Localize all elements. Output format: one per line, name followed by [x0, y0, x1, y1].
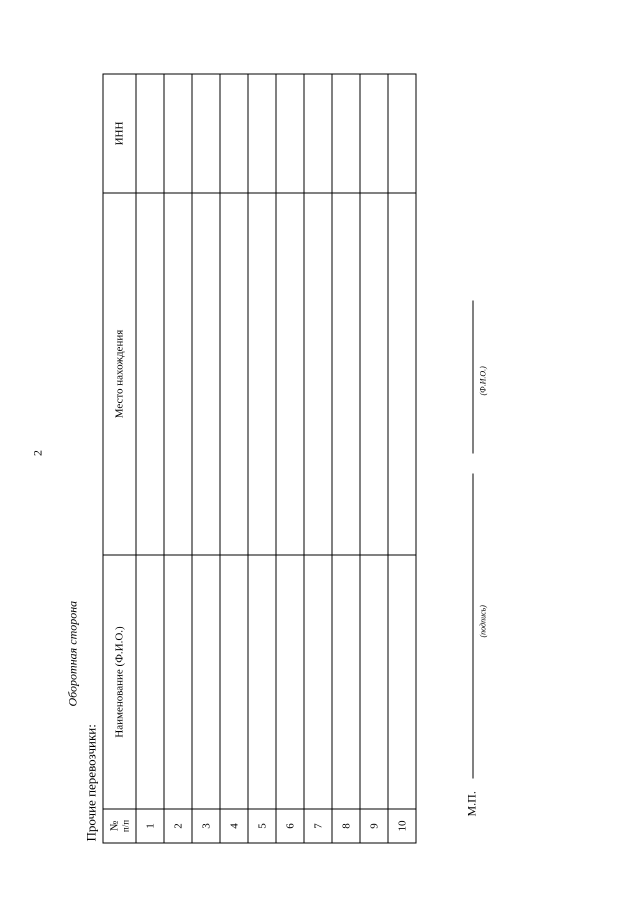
- table-row: [220, 74, 248, 843]
- table-row: [248, 74, 276, 843]
- header-number: [103, 809, 136, 843]
- name-line: [472, 300, 473, 453]
- signature-line: [472, 473, 473, 778]
- row-name-cell: [220, 555, 248, 809]
- row-location-cell: [164, 193, 192, 555]
- row-number-cell: 1: [136, 809, 164, 843]
- header-number-sub: п/п: [119, 819, 130, 832]
- row-location-cell: [248, 193, 276, 555]
- row-location-cell: [388, 193, 416, 555]
- stamp-label: М.П.: [464, 790, 478, 816]
- row-location-cell: [136, 193, 164, 555]
- table-body: [136, 74, 416, 843]
- table-row: [360, 74, 388, 843]
- table-row: [332, 74, 360, 843]
- row-inn-cell: [360, 74, 388, 193]
- row-inn-cell: [164, 74, 192, 193]
- row-number-cell: 3: [192, 809, 220, 843]
- carriers-table: [102, 73, 416, 843]
- row-location-cell: [332, 193, 360, 555]
- section-title: Прочие перевозчики:: [83, 723, 98, 841]
- row-name-cell: [164, 555, 192, 809]
- header-number-sign: №: [107, 820, 120, 831]
- table-row: [136, 74, 164, 843]
- row-name-cell: [136, 555, 164, 809]
- row-location-cell: [276, 193, 304, 555]
- row-location-cell: [192, 193, 220, 555]
- row-name-cell: [360, 555, 388, 809]
- table-header-row: [103, 74, 136, 843]
- row-inn-cell: [220, 74, 248, 193]
- row-inn-cell: [332, 74, 360, 193]
- back-side-label: Оборотная сторона: [65, 600, 79, 706]
- row-name-cell: [304, 555, 332, 809]
- table-row: [304, 74, 332, 843]
- header-inn: ИНН: [103, 74, 136, 193]
- row-location-cell: [220, 193, 248, 555]
- signature-caption: (подпись): [478, 604, 487, 637]
- row-inn-cell: [388, 74, 416, 193]
- header-name: Наименование (Ф.И.О.): [103, 555, 136, 809]
- page-number: 2: [30, 449, 44, 456]
- row-location-cell: [360, 193, 388, 555]
- row-name-cell: [248, 555, 276, 809]
- row-number-cell: 8: [332, 809, 360, 843]
- row-number-cell: 6: [276, 809, 304, 843]
- row-location-cell: [304, 193, 332, 555]
- row-inn-cell: [304, 74, 332, 193]
- row-name-cell: [192, 555, 220, 809]
- row-name-cell: [388, 555, 416, 809]
- row-inn-cell: [248, 74, 276, 193]
- row-inn-cell: [276, 74, 304, 193]
- row-number-cell: 10: [388, 809, 416, 843]
- row-inn-cell: [136, 74, 164, 193]
- row-number-cell: 7: [304, 809, 332, 843]
- table-row: [164, 74, 192, 843]
- table-row: [192, 74, 220, 843]
- row-name-cell: [276, 555, 304, 809]
- row-number-cell: 5: [248, 809, 276, 843]
- table-row: [388, 74, 416, 843]
- row-name-cell: [332, 555, 360, 809]
- row-number-cell: 2: [164, 809, 192, 843]
- row-number-cell: 4: [220, 809, 248, 843]
- row-number-cell: 9: [360, 809, 388, 843]
- table-row: [276, 74, 304, 843]
- name-caption: (Ф.И.О.): [478, 365, 487, 395]
- header-location: Место нахождения: [103, 193, 136, 555]
- row-inn-cell: [192, 74, 220, 193]
